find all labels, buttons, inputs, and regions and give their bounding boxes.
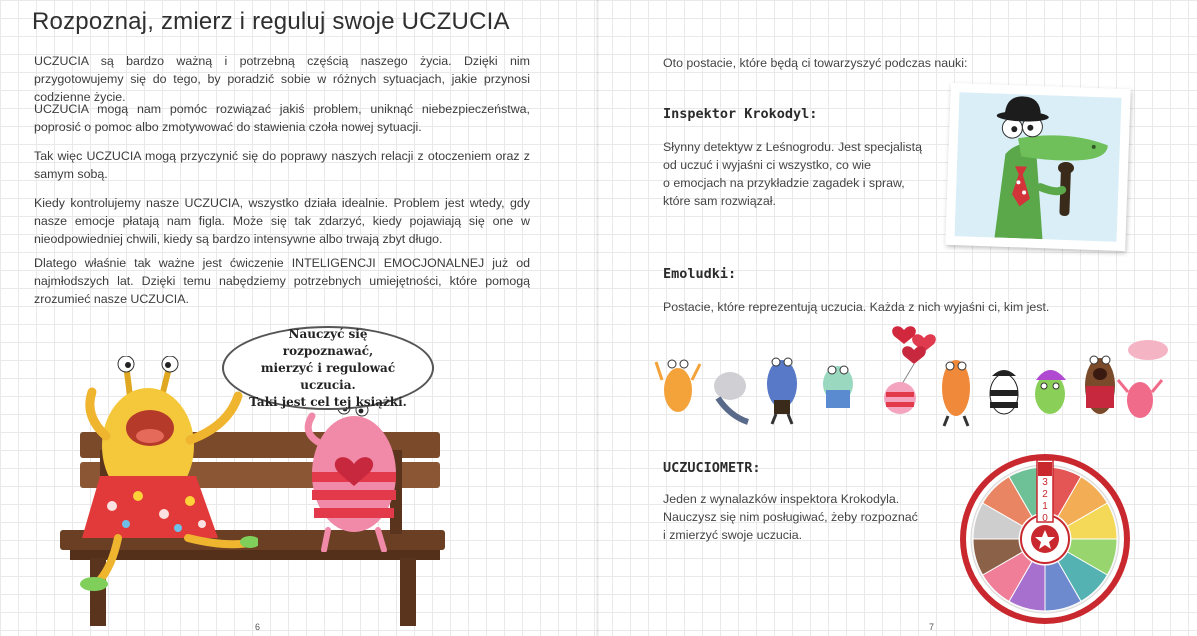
scale-label-3: 3 xyxy=(1042,477,1048,488)
emoludek-cloud xyxy=(1118,340,1168,418)
emoludki-heading: Emoludki: xyxy=(663,266,737,282)
uczuciometr-wheel xyxy=(960,454,1130,624)
scale-label-1: 1 xyxy=(1042,501,1048,512)
scale-label-2: 2 xyxy=(1042,489,1048,500)
paragraph-3: Tak więc UCZUCIA mogą przyczynić się do poprawy naszych relacji z otoczeniem oraz z samym sobą. xyxy=(34,149,530,181)
paragraph-4: Kiedy kontrolujemy nasze UCZUCIA, wszystko działa idealnie. Problem jest wtedy, gdy nasze emocje płatają nam figla. Może się tak zdarzyć, kiedy pojawiają się one w nieodpowiedniej chwili, kiedy są bardzo intensywne albo trwają zbyt długo. xyxy=(34,196,530,246)
yellow-emoludek-character xyxy=(78,356,258,606)
paragraph-1: UCZUCIA są bardzo ważną i potrzebną częścią naszego życia. Dzięki nim przygotowujemy się do tego, by poradzić sobie w różnych sytuacjach, jakie przynosi codzienne życie. xyxy=(34,54,530,104)
inspector-heading: Inspektor Krokodyl: xyxy=(663,106,818,122)
inspector-krokodyl-photo xyxy=(945,83,1131,251)
emoludek-grey xyxy=(714,372,748,422)
speech-bubble-text: Nauczyć się rozpoznawać, mierzyć i regulować uczucia. Taki jest cel tej książki. xyxy=(249,326,407,409)
scale-label-0: 0 xyxy=(1042,513,1048,524)
pink-emoludek-character xyxy=(298,402,408,552)
emoludek-orange xyxy=(656,360,700,412)
emoludki-row xyxy=(652,320,1172,430)
uczuciometr-description: Jeden z wynalazków inspektora Krokodyla. Nauczysz się nim posługiwać, żeby rozpoznać i zmierzyć swoje uczucia. xyxy=(663,492,918,542)
paragraph-2: UCZUCIA mogą nam pomóc rozwiązać jakiś problem, uniknąć niebezpieczeństwa, poprosić o pomoc albo zmotywować do stawienia czoła nowej sytuacji. xyxy=(34,102,530,134)
page-number-right: 7 xyxy=(929,622,935,632)
paragraph-5: Dlatego właśnie tak ważne jest ćwiczenie INTELIGENCJI EMOCJONALNEJ już od najmłodszych lat. Dzięki temu nabędziemy potrzebnych umiejętności, które pomogą zrozumieć nasze UCZUCIA. xyxy=(34,256,530,306)
emoludek-angry xyxy=(942,360,970,426)
intro-text: Oto postacie, które będą ci towarzyszyć podczas nauki: xyxy=(663,56,968,70)
inspector-description: Słynny detektyw z Leśnogrodu. Jest specjalistą od uczuć i wyjaśni ci wszystko, co wie o emocjach na przykładzie zagadek i spraw, które sam rozwiązał. xyxy=(663,140,922,208)
emoludek-striped xyxy=(990,370,1018,414)
emoludek-mint xyxy=(823,366,853,408)
speech-bubble xyxy=(222,326,434,410)
page-number-left: 6 xyxy=(255,622,261,632)
left-page xyxy=(0,0,596,636)
emoludki-description: Postacie, które reprezentują uczucia. Każda z nich wyjaśni ci, kim jest. xyxy=(663,300,1050,314)
crocodile-illustration xyxy=(955,92,1122,242)
bench-leg xyxy=(400,558,416,626)
emoludek-blue xyxy=(767,358,797,424)
uczuciometr-heading: UCZUCIOMETR: xyxy=(663,460,761,476)
emoludek-brown xyxy=(1085,356,1115,414)
emoludek-green xyxy=(1035,370,1066,414)
page-title: Rozpoznaj, zmierz i reguluj swoje UCZUCIA xyxy=(32,8,510,35)
emoludek-pink-love xyxy=(884,326,936,414)
